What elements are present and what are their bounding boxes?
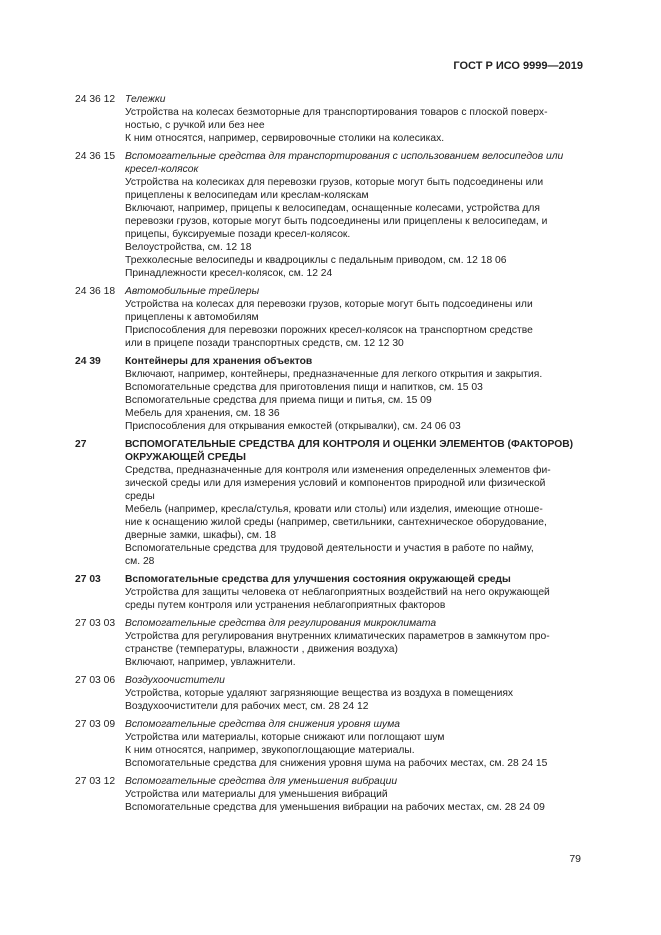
entry-text-line: Средства, предназначенные для контроля или изменения определенных элементов фи- [125, 465, 551, 476]
entry-body [125, 775, 585, 814]
classification-entry [75, 438, 585, 568]
entry-text-line: Вспомогательные средства для приготовления пищи и напитков, см. 15 03 [125, 382, 483, 393]
classification-entry [75, 718, 585, 770]
entry-text-line: Воздухоочистители для рабочих мест, см. 28 24 12 [125, 701, 369, 712]
entry-text-line: ностью, с ручкой или без нее [125, 120, 265, 131]
entry-title: Вспомогательные средства для снижения уровня шума [125, 719, 400, 730]
classification-entry [75, 674, 585, 713]
entry-code: 24 36 18 [75, 286, 116, 297]
entry-title: Вспомогательные средства для улучшения состояния окружающей среды [125, 574, 511, 585]
entry-text-line: Приспособления для перевозки порожних кресел-колясок на транспортном средстве [125, 325, 533, 336]
entry-title: Воздухоочистители [125, 675, 225, 686]
entry-body [125, 150, 585, 280]
entry-text-line: Вспомогательные средства для уменьшения вибрации на рабочих местах, см. 28 24 09 [125, 802, 545, 813]
entry-text-line: Включают, например, увлажнители. [125, 657, 296, 668]
entry-text-line: Мебель для хранения, см. 18 36 [125, 408, 280, 419]
entry-code: 27 03 06 [75, 675, 116, 686]
entry-body [125, 93, 585, 145]
entry-title: Автомобильные трейлеры [125, 286, 260, 297]
entry-code: 24 39 [75, 356, 101, 367]
entry-code: 27 03 12 [75, 776, 116, 787]
entry-text-line: Устройства для защиты человека от неблагоприятных воздействий на него окружающей [125, 587, 550, 598]
entry-text-line: среды [125, 491, 155, 502]
classification-entry [75, 285, 585, 350]
entry-text-line: Вспомогательные средства для трудовой деятельности и участия в работе по найму, [125, 543, 534, 554]
entry-text-line: Устройства или материалы, которые снижают или поглощают шум [125, 732, 445, 743]
page-number: 79 [569, 853, 581, 865]
entry-text-line: странстве (температуры, влажности , движения воздуха) [125, 644, 398, 655]
entry-text-line: дверные замки, шкафы), см. 18 [125, 530, 277, 541]
entry-text-line: прицеплены к велосипедам или креслам-коляскам [125, 190, 369, 201]
entry-text-line: перевозки грузов, которые могут быть подсоединены или прицеплены к велосипедам, и [125, 216, 548, 227]
classification-entry [75, 150, 585, 280]
entry-title: Вспомогательные средства для регулирования микроклимата [125, 618, 437, 629]
classification-entry [75, 573, 585, 612]
entry-body [125, 674, 585, 713]
entry-text-line: Включают, например, прицепы к велосипедам, оснащенные колесами, устройства для [125, 203, 540, 214]
entry-code: 24 36 15 [75, 151, 116, 162]
entry-text-line: ние к оснащению жилой среды (например, светильники, сантехническое оборудование, [125, 517, 547, 528]
entry-text-line: К ним относятся, например, звукопоглощающие материалы. [125, 745, 415, 756]
entry-code: 24 36 12 [75, 94, 116, 105]
entry-body [125, 438, 585, 568]
entry-title: Вспомогательные средства для уменьшения вибрации [125, 776, 398, 787]
entry-code: 27 03 [75, 574, 101, 585]
entry-body [125, 285, 585, 350]
classification-entry [75, 617, 585, 669]
entry-text-line: см. 28 [125, 556, 155, 567]
document-header: ГОСТ Р ИСО 9999—2019 [453, 60, 583, 72]
classification-entry [75, 355, 585, 433]
entry-text-line: Вспомогательные средства для снижения уровня шума на рабочих местах, см. 28 24 15 [125, 758, 548, 769]
entry-text-line: Устройства на колесах для перевозки грузов, которые могут быть подсоединены или [125, 299, 533, 310]
entry-text-line: прицеплены к автомобилям [125, 312, 259, 323]
entry-text-line: Велоустройства, см. 12 18 [125, 242, 252, 253]
entry-text-line: Вспомогательные средства для приема пищи и питья, см. 15 09 [125, 395, 432, 406]
entry-body [125, 718, 585, 770]
entry-text-line: или в прицепе позади транспортных средств, см. 12 12 30 [125, 338, 404, 349]
entry-text-line: Устройства для регулирования внутренних климатических параметров в замкнутом про- [125, 631, 550, 642]
entry-text-line: Устройства, которые удаляют загрязняющие вещества из воздуха в помещениях [125, 688, 514, 699]
entry-body [125, 573, 585, 612]
document-body [75, 93, 585, 819]
entry-text-line: Устройства или материалы для уменьшения вибраций [125, 789, 388, 800]
classification-entry [75, 93, 585, 145]
entry-title: ВСПОМОГАТЕЛЬНЫЕ СРЕДСТВА ДЛЯ КОНТРОЛЯ И ОЦЕНКИ ЭЛЕМЕНТОВ (ФАКТОРОВ) ОКРУЖАЮЩЕЙ СРЕДЫ [125, 439, 574, 463]
entry-code: 27 03 03 [75, 618, 116, 629]
entry-body [125, 617, 585, 669]
entry-code: 27 03 09 [75, 719, 116, 730]
entry-text-line: зической среды или для измерения условий и компонентов природной или физической [125, 478, 546, 489]
entry-text-line: среды путем контроля или устранения неблагоприятных факторов [125, 600, 446, 611]
entry-title: Вспомогательные средства для транспортирования с использованием велосипедов или кресел-колясок [125, 151, 564, 175]
entry-code: 27 [75, 439, 87, 450]
entry-text-line: Устройства на колесиках для перевозки грузов, которые могут быть подсоединены или [125, 177, 544, 188]
entry-title: Контейнеры для хранения объектов [125, 356, 313, 367]
entry-text-line: Приспособления для открывания емкостей (открывалки), см. 24 06 03 [125, 421, 461, 432]
entry-text-line: Принадлежности кресел-колясок, см. 12 24 [125, 268, 333, 279]
entry-title: Тележки [125, 94, 166, 105]
entry-text-line: Включают, например, контейнеры, предназначенные для легкого открытия и закрытия. [125, 369, 543, 380]
entry-text-line: прицепы, буксируемые позади кресел-колясок. [125, 229, 351, 240]
entry-text-line: К ним относятся, например, сервировочные столики на колесиках. [125, 133, 445, 144]
entry-body [125, 355, 585, 433]
entry-text-line: Мебель (например, кресла/стулья, кровати или столы) или изделия, имеющие отноше- [125, 504, 543, 515]
entry-text-line: Трехколесные велосипеды и квадроциклы с педальным приводом, см. 12 18 06 [125, 255, 507, 266]
classification-entry [75, 775, 585, 814]
entry-text-line: Устройства на колесах безмоторные для транспортирования товаров с плоской поверх- [125, 107, 548, 118]
